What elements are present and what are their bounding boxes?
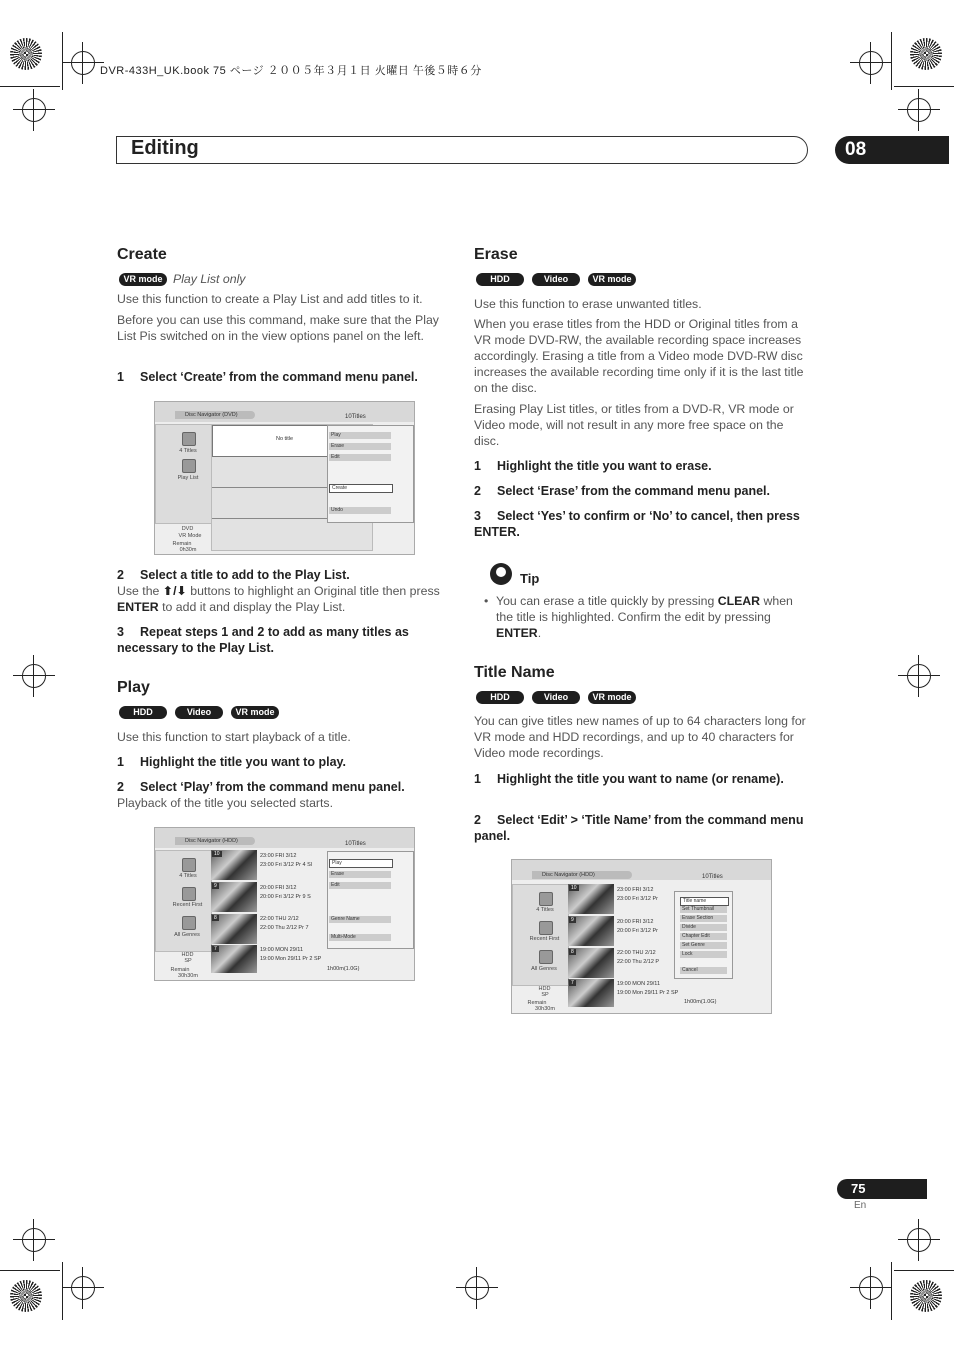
menu-item-title-name[interactable]: Title name — [680, 897, 729, 906]
menu-item-set-genre[interactable]: Set Genre — [680, 942, 727, 949]
create-step-2-body: Use the ⬆/⬇ buttons to highlight an Original title then press ENTER to add it and display the Play List. — [117, 584, 440, 614]
tip-heading: Tip — [520, 571, 540, 586]
menu-item-divide[interactable]: Divide — [680, 924, 727, 931]
erase-p2: When you erase titles from the HDD or Original titles from a VR mode DVD-RW, the available recording space increases accordingly. Erasing a title from a Video mode DVD-RW disc increases the available recording time only if it is the last title on the disc. — [474, 317, 804, 395]
badge-vr-mode: VR mode — [588, 691, 636, 704]
registration-sunburst-icon — [10, 1280, 42, 1312]
chapter-title: Editing — [131, 137, 199, 159]
erase-step-1: 1 Highlight the title you want to erase. — [474, 459, 712, 473]
tip-bullet: • — [484, 594, 489, 608]
book-header-line: DVR-433H_UK.book 75 ページ ２００５年３月１日 火曜日 午後５時６分 — [100, 65, 482, 77]
registration-crosshair-icon — [71, 51, 95, 75]
chapter-bar — [116, 136, 808, 164]
crop-line — [891, 32, 892, 90]
badge-hdd: HDD — [119, 706, 167, 719]
nav-tab: Disc Navigator (DVD) — [175, 411, 255, 419]
menu-item-multi-mode[interactable]: Multi-Mode — [329, 934, 391, 941]
crop-line — [891, 1262, 892, 1320]
titles-icon — [182, 858, 196, 872]
menu-item-play[interactable]: Play — [329, 859, 393, 868]
registration-sunburst-icon — [910, 38, 942, 70]
registration-crosshair-icon — [71, 1276, 95, 1300]
menu-item-undo[interactable]: Undo — [329, 507, 391, 514]
menu-item-create[interactable]: Create — [329, 484, 393, 493]
menu-item-play[interactable]: Play — [329, 432, 391, 439]
title-name-intro: You can give titles new names of up to 64 characters long for VR mode and HDD recordings, and up to 40 characters for Video mode recordings. — [474, 714, 806, 760]
registration-sunburst-icon — [10, 38, 42, 70]
title-name-screen-image: Disc Navigator (HDD) 10Titles 4 Titles Recent First All Genres HDD SP Remain 30h30m 10 23:00 FRI 3/12 23:00 Fri 3/12 Pr 9 20:00 FRI 3/12 20:00 Fri 3/12 Pr 8 22:00 THU 2/12 22:00 Thu 2/12 P 7 19:00 MON 29/11 19:00 Mon 29/11 Pr 2 SP 1h00m(1.0G) Title name Set Thumbnail Erase Section Divide Chapter Edit Set Genre Lock Cancel — [511, 859, 772, 1014]
titles-icon — [182, 432, 196, 446]
recent-first-icon — [539, 921, 553, 935]
crop-line — [894, 86, 954, 87]
title-name-heading: Title Name — [474, 664, 555, 681]
genres-icon — [539, 950, 553, 964]
registration-crosshair-icon — [859, 1276, 883, 1300]
play-step-2: 2 Select ‘Play’ from the command menu panel. — [117, 780, 405, 794]
menu-item-edit[interactable]: Edit — [329, 454, 391, 461]
erase-step-3: 3 Select ‘Yes’ to confirm or ‘No’ to cancel, then press ENTER. — [474, 509, 800, 539]
play-step-1: 1 Highlight the title you want to play. — [117, 755, 347, 769]
registration-sunburst-icon — [910, 1280, 942, 1312]
menu-item-erase[interactable]: Erase — [329, 871, 391, 878]
menu-item-lock[interactable]: Lock — [680, 951, 727, 958]
badge-video-mode: Video mode — [175, 706, 223, 719]
titles-icon — [539, 892, 553, 906]
create-heading: Create — [117, 246, 167, 263]
erase-heading: Erase — [474, 246, 518, 263]
recent-first-icon — [182, 887, 196, 901]
play-step-2-body: Playback of the title you selected starts. — [117, 796, 333, 810]
play-intro: Use this function to start playback of a title. — [117, 730, 351, 744]
playlist-icon — [182, 459, 196, 473]
crop-line — [62, 1262, 63, 1320]
create-screen-image: Disc Navigator (DVD) 10Titles 4 Titles Play List DVD VR Mode Remain 0h30m No title Play Erase Edit Create Undo — [154, 401, 415, 555]
registration-crosshair-icon — [22, 664, 46, 688]
badge-hdd: HDD — [476, 273, 524, 286]
genres-icon — [182, 916, 196, 930]
tip-text: You can erase a title quickly by pressing CLEAR when the title is highlighted. Confirm the edit by pressing ENTER. — [496, 594, 793, 640]
erase-intro: Use this function to erase unwanted titles. — [474, 297, 702, 311]
menu-item-erase[interactable]: Erase — [329, 443, 391, 450]
title-name-step-1: 1 Highlight the title you want to name (or rename). — [474, 772, 784, 786]
badge-vr-mode: VR mode — [231, 706, 279, 719]
title-name-step-2: 2 Select ‘Edit’ > ‘Title Name’ from the command menu panel. — [474, 813, 804, 843]
menu-item-set-thumbnail[interactable]: Set Thumbnail — [680, 906, 727, 913]
create-step-2: 2 Select a title to add to the Play List. — [117, 568, 350, 582]
badge-video-mode: Video mode — [532, 691, 580, 704]
badge-video-mode: Video mode — [532, 273, 580, 286]
badge-hdd: HDD — [476, 691, 524, 704]
create-step-3: 3 Repeat steps 1 and 2 to add as many titles as necessary to the Play List. — [117, 625, 409, 655]
menu-item-genre-name[interactable]: Genre Name — [329, 916, 391, 923]
badge-vr-mode: VR mode — [588, 273, 636, 286]
crop-line — [0, 1270, 60, 1271]
erase-step-2: 2 Select ‘Erase’ from the command menu panel. — [474, 484, 771, 498]
menu-item-cancel[interactable]: Cancel — [680, 967, 727, 974]
create-intro: Use this function to create a Play List and add titles to it. — [117, 292, 423, 306]
registration-crosshair-icon — [907, 1228, 931, 1252]
registration-crosshair-icon — [859, 51, 883, 75]
arrow-keys-icon: ⬆/⬇ — [162, 584, 187, 598]
menu-item-erase-section[interactable]: Erase Section — [680, 915, 727, 922]
registration-crosshair-icon — [465, 1276, 489, 1300]
erase-p3: Erasing Play List titles, or titles from a DVD-R, VR mode or Video mode, will not result in any more free space on the disc. — [474, 402, 794, 448]
registration-crosshair-icon — [907, 664, 931, 688]
registration-crosshair-icon — [907, 98, 931, 122]
play-heading: Play — [117, 679, 150, 696]
menu-item-chapter-edit[interactable]: Chapter Edit — [680, 933, 727, 940]
registration-crosshair-icon — [22, 1228, 46, 1252]
play-screen-image: Disc Navigator (HDD) 10Titles 4 Titles Recent First All Genres HDD SP Remain 30h30m 10 23:00 FRI 3/12 23:00 Fri 3/12 Pr 4 Sl 9 20:00 FRI 3/12 20:00 Fri 3/12 Pr 9 S 8 22:00 THU 2/12 22:00 Thu 2/12 Pr 7 7 19:00 MON 29/11 19:00 Mon 29/11 Pr 2 SP 1h00m(1.0G) Play Erase Edit Genre Name Multi-Mode — [154, 827, 415, 981]
create-note: Before you can use this command, make sure that the Play List Pis switched on in the view options panel on the left. — [117, 313, 439, 343]
menu-item-edit[interactable]: Edit — [329, 882, 391, 889]
badge-note: Play List only — [173, 272, 246, 286]
chapter-number: 08 — [835, 136, 949, 164]
page-number: 75 — [837, 1179, 927, 1199]
create-step-1: 1 Select ‘Create’ from the command menu panel. — [117, 370, 418, 384]
crop-line — [62, 32, 63, 90]
crop-line — [0, 86, 60, 87]
crop-line — [894, 1270, 954, 1271]
badge-vr-mode: VR mode — [119, 273, 167, 286]
page-language: En — [854, 1200, 867, 1211]
lightbulb-icon — [490, 563, 512, 585]
registration-crosshair-icon — [22, 98, 46, 122]
